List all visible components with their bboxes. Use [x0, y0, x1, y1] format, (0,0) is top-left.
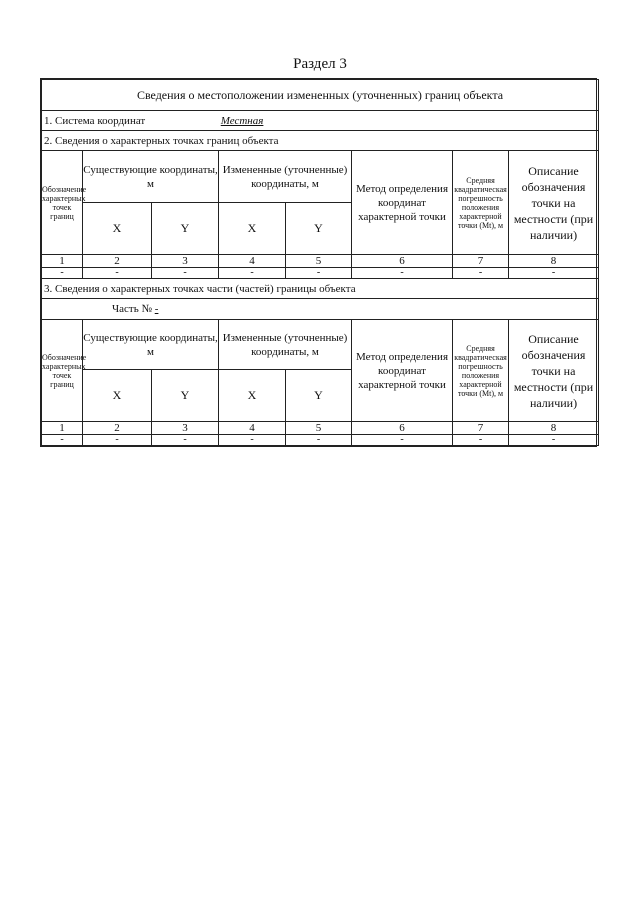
- col-description: Описание обозначения точки на местности (при наличии): [509, 320, 599, 422]
- table-cell: -: [219, 268, 286, 279]
- table-cell: -: [352, 435, 453, 446]
- coord-system-label: 1. Система координат: [44, 114, 146, 127]
- col-existing: Существующие координаты, м: [83, 320, 219, 370]
- col-changed: Измененные (уточненные) координаты, м: [219, 151, 352, 203]
- col-designation: Обозначение характерных точек границ: [42, 151, 83, 255]
- table-cell: -: [42, 268, 83, 279]
- col-changed-y: Y: [286, 370, 352, 422]
- col-changed: Измененные (уточненные) координаты, м: [219, 320, 352, 370]
- table-cell: -: [453, 435, 509, 446]
- column-number: 1: [42, 255, 83, 268]
- column-number: 8: [509, 255, 599, 268]
- table-cell: -: [42, 435, 83, 446]
- column-number: 2: [83, 255, 152, 268]
- part-row: [42, 299, 599, 320]
- column-number: 7: [453, 255, 509, 268]
- table-cell: -: [286, 268, 352, 279]
- col-changed-y: Y: [286, 203, 352, 255]
- col-existing: Существующие координаты, м: [83, 151, 219, 203]
- column-number: 3: [152, 422, 219, 435]
- table-cell: -: [453, 268, 509, 279]
- table-cell: -: [509, 268, 599, 279]
- col-existing-y: Y: [152, 203, 219, 255]
- col-changed-x: X: [219, 203, 286, 255]
- section3-title: 3. Сведения о характерных точках части (частей) границы объекта: [42, 279, 599, 299]
- col-description: Описание обозначения точки на местности (при наличии): [509, 151, 599, 255]
- column-number: 7: [453, 422, 509, 435]
- table-cell: -: [286, 435, 352, 446]
- col-rms: Средняя квадратическая погрешность положения характерной точки (Mt), м: [453, 320, 509, 422]
- column-number: 6: [352, 255, 453, 268]
- table-row: [42, 268, 599, 279]
- part-label: Часть №: [112, 303, 152, 315]
- table-cell: -: [152, 435, 219, 446]
- boundary-table: [41, 79, 599, 446]
- boundary-sheet: [40, 78, 597, 447]
- section-title: Раздел 3: [293, 56, 347, 72]
- column-numbers-row: [42, 255, 599, 268]
- section2-title: 2. Сведения о характерных точках границ объекта: [42, 131, 599, 151]
- column-number: 6: [352, 422, 453, 435]
- col-existing-x: X: [83, 203, 152, 255]
- column-number: 5: [286, 255, 352, 268]
- col-designation: Обозначение характерных точек границ: [42, 320, 83, 422]
- main-header: Сведения о местоположении измененных (уточненных) границ объекта: [42, 80, 599, 111]
- col-rms: Средняя квадратическая погрешность положения характерной точки (Mt), м: [453, 151, 509, 255]
- table-cell: -: [509, 435, 599, 446]
- column-number: 3: [152, 255, 219, 268]
- coord-system-value: Местная: [220, 114, 264, 127]
- col-existing-x: X: [83, 370, 152, 422]
- col-existing-y: Y: [152, 370, 219, 422]
- table-cell: -: [83, 435, 152, 446]
- column-number: 4: [219, 422, 286, 435]
- col-method: Метод определения координат характерной точки: [352, 320, 453, 422]
- column-number: 5: [286, 422, 352, 435]
- table-cell: -: [352, 268, 453, 279]
- column-number: 2: [83, 422, 152, 435]
- part-value: -: [154, 303, 159, 315]
- col-changed-x: X: [219, 370, 286, 422]
- column-number: 4: [219, 255, 286, 268]
- table-cell: -: [152, 268, 219, 279]
- column-numbers-row: [42, 422, 599, 435]
- table-cell: -: [83, 268, 152, 279]
- column-number: 1: [42, 422, 83, 435]
- table-row: [42, 435, 599, 446]
- col-method: Метод определения координат характерной точки: [352, 151, 453, 255]
- coord-system-row: [42, 111, 599, 131]
- table-cell: -: [219, 435, 286, 446]
- column-number: 8: [509, 422, 599, 435]
